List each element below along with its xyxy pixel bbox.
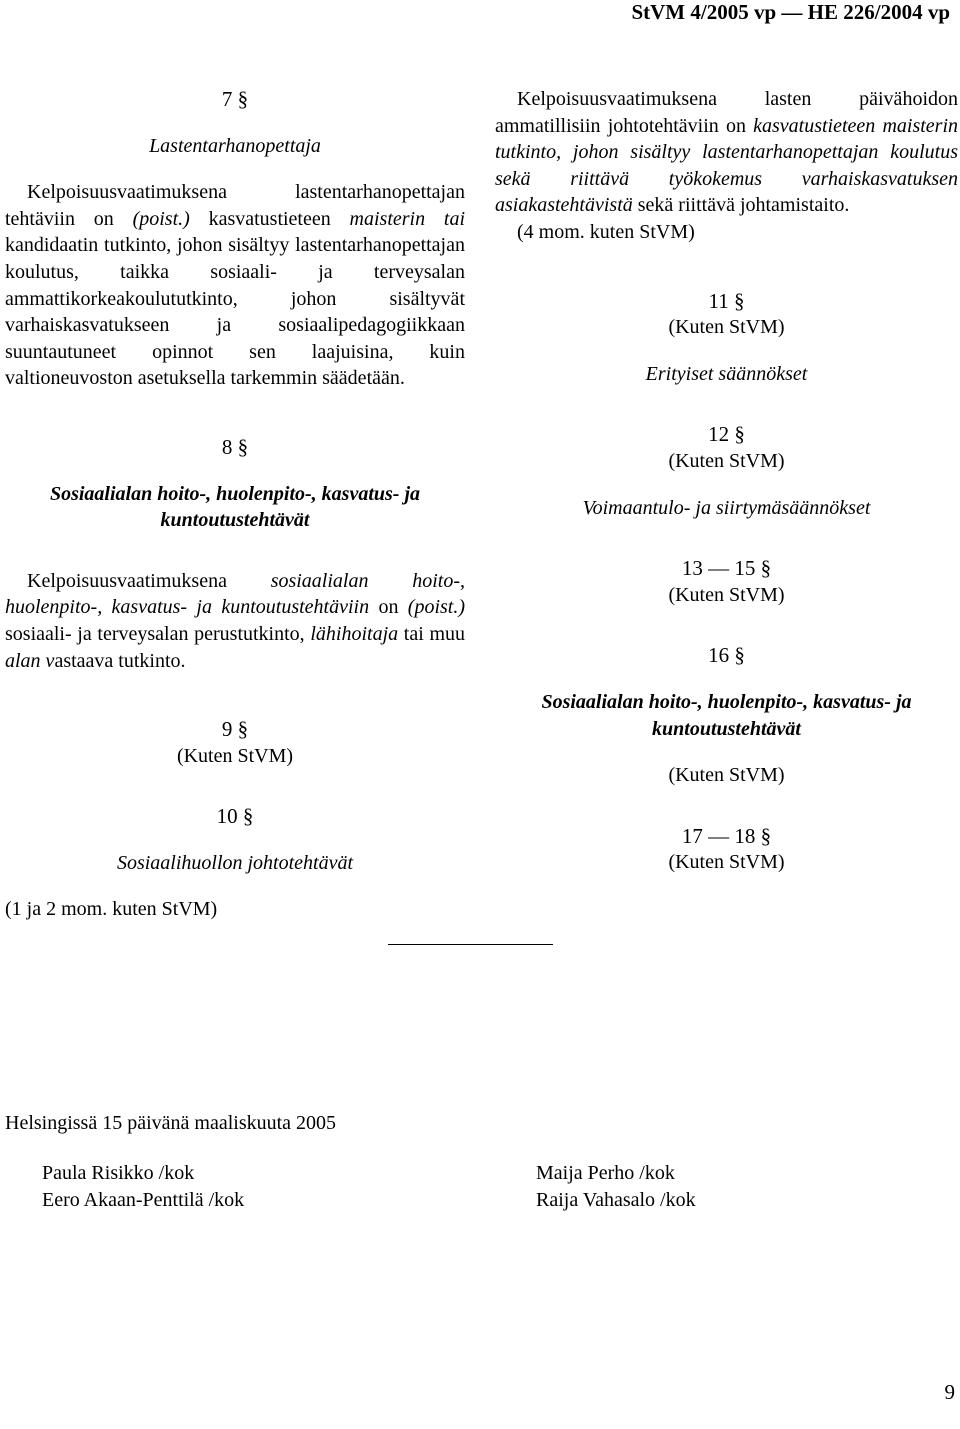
section-10-number: 10 § bbox=[216, 804, 254, 829]
text-run: kandidaatin tutkinto, johon sisältyy lastentarhanopettajan koulutus, taikka sosiaali- ja terveysalan ammattikorkeakoulututkinto, johon sisältyvät varhaiskasvatukseen ja sosiaalipedagogiikkaan suuntautuneet opinnot sen laajuisina, kuin valtioneuvoston asetuksella tarkemmin säädetään. bbox=[5, 234, 465, 390]
text-run: Kelpoisuusvaatimuksena bbox=[27, 569, 271, 592]
text-run: Kelpoisuusvaatimuksena lasten päivähoidon ammatillisiin johtotehtäviin on bbox=[495, 88, 958, 137]
section-8-paragraph bbox=[5, 568, 465, 674]
section-8-heading: Sosiaalialan hoito-, huolenpito-, kasvatus- ja kuntoutustehtävät bbox=[49, 482, 421, 532]
signature-place-date: Helsingissä 15 päivänä maaliskuuta 2005 bbox=[5, 1112, 337, 1134]
section-13-15-number: 13 — 15 § bbox=[681, 556, 772, 581]
text-run: tai muu bbox=[398, 622, 466, 645]
signature-name: Raija Vahasalo /kok bbox=[536, 1189, 696, 1211]
section-10-note-4: (4 mom. kuten StVM) bbox=[517, 220, 695, 243]
section-9-note: (Kuten StVM) bbox=[176, 744, 294, 767]
section-17-18-number: 17 — 18 § bbox=[681, 823, 772, 848]
text-run: astaava tutkinto. bbox=[54, 649, 186, 672]
signature-name: Paula Risikko /kok bbox=[42, 1162, 195, 1184]
section-9-number: 9 § bbox=[221, 717, 249, 742]
document-header: StVM 4/2005 vp — HE 226/2004 vp bbox=[631, 0, 950, 24]
section-11-note: (Kuten StVM) bbox=[668, 316, 785, 339]
section-17-18-note: (Kuten StVM) bbox=[668, 851, 785, 874]
signatures-right bbox=[536, 1160, 696, 1214]
text-run: kasvatustieteen maisterin tutkinto, johon sisältyy lastentarhanopettajan koulutus sekä riittävä työkokemus varhaiskasvatuksen asiakastehtävistä bbox=[495, 114, 958, 217]
section-10-paragraph-3 bbox=[495, 86, 958, 219]
right-column bbox=[495, 86, 958, 876]
text-run: sosiaali- ja terveysalan perustutkinto, bbox=[5, 622, 311, 645]
text-run: kasvatustieteen bbox=[189, 207, 350, 230]
signature-name: Maija Perho /kok bbox=[536, 1162, 675, 1184]
section-16-number: 16 § bbox=[708, 643, 745, 668]
text-run: alan v bbox=[5, 649, 55, 672]
text-run: maisterin tai bbox=[349, 207, 466, 230]
section-10-heading: Sosiaalihuollon johtotehtävät bbox=[116, 851, 354, 874]
text-run: lähihoitaja bbox=[310, 622, 399, 645]
section-13-15-note: (Kuten StVM) bbox=[668, 583, 785, 606]
text-run: on bbox=[369, 596, 408, 619]
section-7-paragraph bbox=[5, 179, 465, 392]
section-11-heading: Erityiset säännökset bbox=[645, 362, 808, 385]
section-16-heading: Sosiaalialan hoito-, huolenpito-, kasvatus- ja kuntoutustehtävät bbox=[541, 690, 912, 740]
text-run: (poist.) bbox=[407, 596, 465, 619]
section-10-note: (1 ja 2 mom. kuten StVM) bbox=[5, 898, 218, 921]
section-8-number: 8 § bbox=[221, 434, 249, 459]
text-run: sosiaalialan hoito-, huolenpito-, kasvatus- ja kuntoutustehtäviin bbox=[5, 569, 465, 619]
section-12-heading: Voimaantulo- ja siirtymäsäännökset bbox=[582, 496, 871, 519]
signature-name: Eero Akaan-Penttilä /kok bbox=[42, 1189, 245, 1211]
section-7-number: 7 § bbox=[221, 87, 249, 111]
text-run: (poist.) bbox=[132, 207, 190, 230]
section-12-number: 12 § bbox=[708, 422, 745, 447]
page-number: 9 bbox=[944, 1380, 955, 1404]
text-run: sekä riittävä johtamistaito. bbox=[632, 194, 850, 217]
section-12-note: (Kuten StVM) bbox=[668, 449, 785, 472]
text-run: Kelpoisuusvaatimuksena lastentarhanopettajan tehtäviin on bbox=[5, 181, 465, 230]
signatures-left bbox=[42, 1160, 244, 1214]
section-7-heading: Lastentarhanopettaja bbox=[149, 134, 321, 157]
left-column bbox=[5, 86, 465, 923]
section-16-note: (Kuten StVM) bbox=[668, 764, 785, 787]
section-divider bbox=[388, 944, 553, 945]
section-11-number: 11 § bbox=[708, 288, 745, 313]
